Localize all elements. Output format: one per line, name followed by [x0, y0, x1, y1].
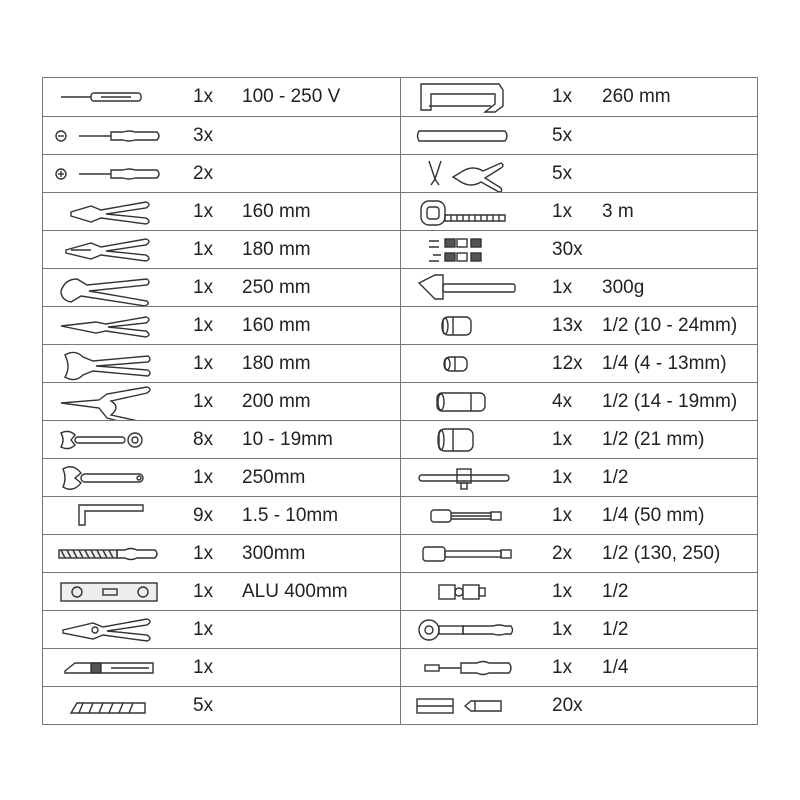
specification: 160 mm	[242, 315, 311, 336]
table-row	[43, 230, 400, 268]
end-cutting-pliers-icon	[51, 345, 161, 383]
table-row	[43, 534, 400, 572]
quantity: 8x	[193, 429, 214, 450]
extension-bar-long-icon	[409, 535, 519, 573]
specification: 260 mm	[602, 86, 671, 107]
quantity: 2x	[193, 163, 214, 184]
quantity: 1x	[193, 657, 214, 678]
table-row	[401, 686, 758, 724]
specification: 10 - 19mm	[242, 429, 333, 450]
table-row	[43, 344, 400, 382]
specification: ALU 400mm	[242, 581, 348, 602]
specification: 180 mm	[242, 353, 311, 374]
table-row	[401, 116, 758, 154]
specification: 1/2	[602, 581, 629, 602]
quantity: 1x	[193, 543, 214, 564]
specification: 250 mm	[242, 277, 311, 298]
socket-half-inch-icon	[409, 307, 519, 345]
hacksaw-icon	[409, 78, 519, 116]
specification: 1.5 - 10mm	[242, 505, 339, 526]
specification: 300mm	[242, 543, 306, 564]
quantity: 4x	[552, 391, 573, 412]
table-row	[43, 116, 400, 154]
table-row	[401, 420, 758, 458]
quantity: 12x	[552, 353, 583, 374]
specification: 180 mm	[242, 239, 311, 260]
table-row	[43, 458, 400, 496]
universal-joint-icon	[409, 573, 519, 611]
needle-nose-pliers-icon	[51, 307, 161, 345]
quantity: 1x	[552, 201, 573, 222]
table-row	[401, 572, 758, 610]
hex-key-icon	[51, 497, 161, 535]
quantity: 13x	[552, 315, 583, 336]
specification: 1/4 (50 mm)	[602, 505, 705, 526]
file-icon	[51, 535, 161, 573]
table-row	[43, 268, 400, 306]
specification: 1/4 (4 - 13mm)	[602, 353, 727, 374]
spirit-level-icon	[51, 573, 161, 611]
combination-pliers-icon	[51, 231, 161, 269]
wire-stripper-icon	[51, 611, 161, 649]
knife-blade-icon	[51, 687, 161, 725]
table-row	[401, 344, 758, 382]
tape-measure-icon	[409, 193, 519, 231]
specification: 160 mm	[242, 201, 311, 222]
tool-list-table	[42, 77, 758, 725]
quantity: 1x	[552, 619, 573, 640]
socket-quarter-inch-icon	[409, 345, 519, 383]
adjustable-wrench-icon	[51, 459, 161, 497]
specification: 1/2	[602, 467, 629, 488]
quantity: 1x	[193, 201, 214, 222]
large-socket-icon	[409, 421, 519, 459]
quantity: 1x	[193, 353, 214, 374]
quantity: 1x	[552, 467, 573, 488]
voltage-tester-icon	[51, 78, 161, 116]
specification: 1/4	[602, 657, 629, 678]
specification: 1/2 (10 - 24mm)	[602, 315, 738, 336]
table-row	[401, 306, 758, 344]
quantity: 1x	[552, 657, 573, 678]
table-row	[401, 268, 758, 306]
specification: 100 - 250 V	[242, 86, 341, 107]
cable-connectors-icon	[409, 231, 519, 269]
quantity: 1x	[193, 86, 214, 107]
quantity: 20x	[552, 695, 583, 716]
table-row	[401, 458, 758, 496]
specification: 1/2	[602, 619, 629, 640]
table-row	[401, 648, 758, 686]
quantity: 1x	[552, 581, 573, 602]
quantity: 9x	[193, 505, 214, 526]
table-row	[401, 154, 758, 192]
quantity: 1x	[552, 429, 573, 450]
water-pump-pliers-icon	[51, 269, 161, 307]
specification: 250mm	[242, 467, 306, 488]
deep-socket-icon	[409, 383, 519, 421]
table-row	[43, 154, 400, 192]
table-row	[43, 382, 400, 420]
specification: 200 mm	[242, 391, 311, 412]
quantity: 5x	[552, 163, 573, 184]
table-row	[401, 192, 758, 230]
utility-knife-icon	[51, 649, 161, 687]
bits-icon	[409, 687, 519, 725]
specification: 3 m	[602, 201, 634, 222]
table-row	[43, 648, 400, 686]
quantity: 2x	[552, 543, 573, 564]
screwdriver-handle-icon	[409, 649, 519, 687]
hammer-icon	[409, 269, 519, 307]
t-handle-icon	[409, 459, 519, 497]
flat-screwdriver-icon	[51, 117, 161, 155]
quantity: 1x	[193, 277, 214, 298]
quantity: 1x	[193, 581, 214, 602]
quantity: 1x	[193, 467, 214, 488]
table-row	[43, 610, 400, 648]
specification: 1/2 (14 - 19mm)	[602, 391, 738, 412]
specification: 1/2 (21 mm)	[602, 429, 705, 450]
quantity: 1x	[552, 505, 573, 526]
table-row	[401, 496, 758, 534]
specification: 1/2 (130, 250)	[602, 543, 721, 564]
quantity: 1x	[193, 315, 214, 336]
extension-bar-short-icon	[409, 497, 519, 535]
hacksaw-blade-icon	[409, 117, 519, 155]
table-row	[43, 192, 400, 230]
phillips-screwdriver-icon	[51, 155, 161, 193]
table-row	[401, 534, 758, 572]
quantity: 3x	[193, 125, 214, 146]
quantity: 1x	[193, 619, 214, 640]
quantity: 1x	[193, 239, 214, 260]
quantity: 1x	[552, 277, 573, 298]
combination-wrench-icon	[51, 421, 161, 459]
bent-nose-pliers-icon	[51, 383, 161, 421]
table-row	[401, 382, 758, 420]
quantity: 5x	[552, 125, 573, 146]
table-row	[401, 610, 758, 648]
table-row	[401, 230, 758, 268]
table-row	[43, 572, 400, 610]
table-row	[43, 78, 400, 116]
ratchet-icon	[409, 611, 519, 649]
table-row	[43, 420, 400, 458]
table-row	[43, 306, 400, 344]
table-row	[401, 78, 758, 116]
table-row	[43, 686, 400, 724]
quantity: 1x	[552, 86, 573, 107]
cable-lug-pliers-icon	[409, 155, 519, 193]
quantity: 30x	[552, 239, 583, 260]
specification: 300g	[602, 277, 645, 298]
table-row	[43, 496, 400, 534]
quantity: 1x	[193, 391, 214, 412]
diagonal-cutter-icon	[51, 193, 161, 231]
quantity: 5x	[193, 695, 214, 716]
